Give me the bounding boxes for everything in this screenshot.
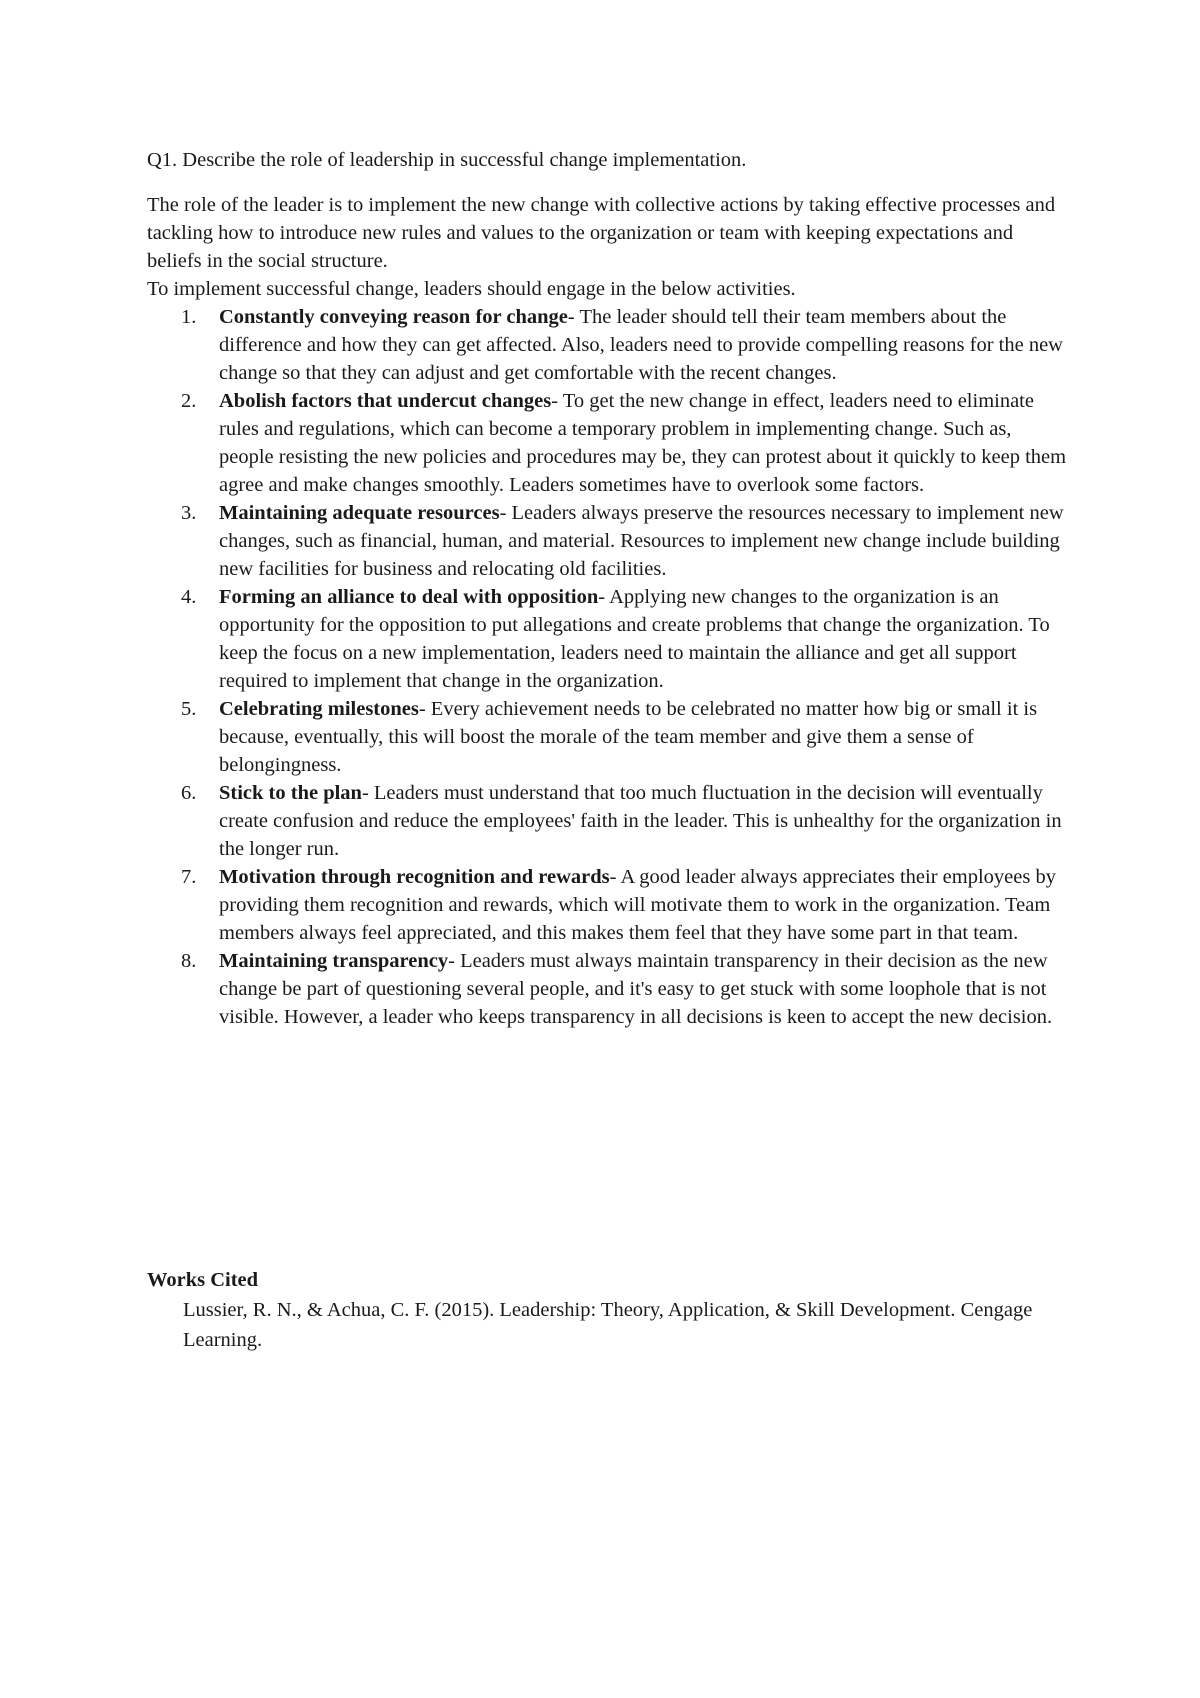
list-item-text: - The leader should tell their team members about the difference and how they can get affected. Also, leaders need to provide compelling reasons for the new change so that they can adjust and get comfortable with the recent changes. (219, 306, 1063, 384)
list-item (147, 947, 1067, 1031)
list-item (147, 695, 1067, 779)
list-item-text: - A good leader always appreciates their employees by providing them recognition and rewards, which will motivate them to work in the organization. Team members always feel appreciated, and this makes them feel that they have some part in that team. (219, 866, 1056, 944)
list-item-title: Forming an alliance to deal with opposition (219, 586, 599, 608)
list-item-title: Abolish factors that undercut changes (219, 390, 552, 412)
question-heading: Q1. Describe the role of leadership in successful change implementation. (147, 149, 747, 171)
citation-entry: Lussier, R. N., & Achua, C. F. (2015). Leadership: Theory, Application, & Skill Development. Cengage Learning. (183, 1299, 1033, 1351)
list-item-text: - Every achievement needs to be celebrated no matter how big or small it is because, eventually, this will boost the morale of the team member and give them a sense of belongingness. (219, 698, 1038, 776)
list-item-title: Maintaining transparency (219, 950, 449, 972)
list-item-number: 6. (181, 782, 197, 804)
list-item (147, 779, 1067, 863)
list-item-title: Stick to the plan (219, 782, 362, 804)
list-item-number: 4. (181, 586, 197, 608)
works-cited-heading: Works Cited (147, 1269, 259, 1291)
list-item (147, 583, 1067, 695)
list-item-text: - Applying new changes to the organization is an opportunity for the opposition to put allegations and create problems that change the organization. To keep the focus on a new implementation, leaders need to maintain the alliance and get all support required to implement that change in the organization. (219, 586, 1050, 692)
list-item (147, 303, 1067, 387)
document-body (147, 146, 1067, 1031)
list-item (147, 863, 1067, 947)
list-item-text: - To get the new change in effect, leaders need to eliminate rules and regulations, which can become a temporary problem in implementing change. Such as, people resisting the new policies and procedures may be, they can protest about it quickly to keep them agree and make changes smoothly. Leaders sometimes have to overlook some factors. (219, 390, 1067, 496)
list-item-number: 1. (181, 306, 197, 328)
list-item-title: Celebrating milestones (219, 698, 419, 720)
list-item (147, 387, 1067, 499)
works-cited-section (147, 1265, 1047, 1355)
list-item-number: 8. (181, 950, 197, 972)
list-item-number: 5. (181, 698, 197, 720)
list-item-text: - Leaders must always maintain transparency in their decision as the new change be part of questioning several people, and it's easy to get stuck with some loophole that is not visible. However, a leader who keeps transparency in all decisions is keen to accept the new decision. (219, 950, 1053, 1028)
list-item-title: Constantly conveying reason for change (219, 306, 568, 328)
list-item-number: 7. (181, 866, 197, 888)
list-item-title: Motivation through recognition and rewards (219, 866, 610, 888)
list-item-number: 2. (181, 390, 197, 412)
intro-lead-in: To implement successful change, leaders should engage in the below activities. (147, 278, 796, 300)
list-item-text: - Leaders must understand that too much fluctuation in the decision will eventually create confusion and reduce the employees' faith in the leader. This is unhealthy for the organization in the longer run. (219, 782, 1062, 860)
list-item-title: Maintaining adequate resources (219, 502, 500, 524)
list-item-text: - Leaders always preserve the resources necessary to implement new changes, such as financial, human, and material. Resources to implement new change include building new facilities for business and relocating old facilities. (219, 502, 1064, 580)
list-item (147, 499, 1067, 583)
list-item-number: 3. (181, 502, 197, 524)
activity-list (147, 303, 1067, 1031)
intro-paragraph: The role of the leader is to implement the new change with collective actions by taking effective processes and tackling how to introduce new rules and values to the organization or team with keeping expectations and beliefs in the social structure. (147, 194, 1056, 272)
